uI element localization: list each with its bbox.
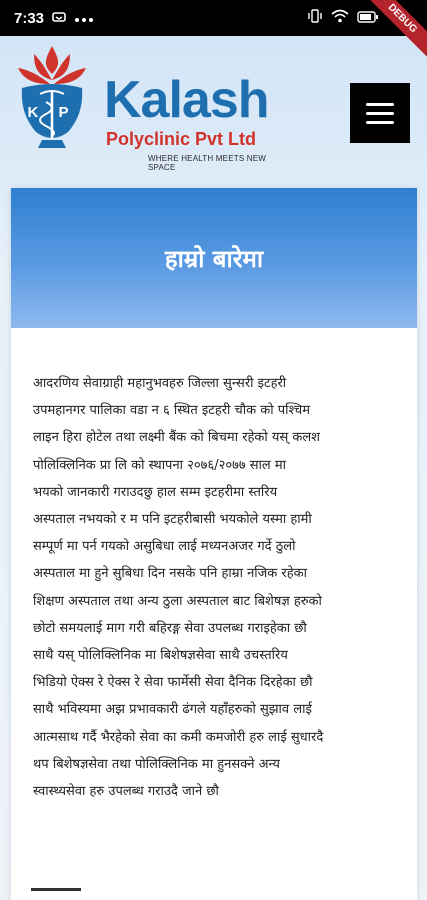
menu-bar-icon <box>366 112 394 115</box>
vibrate-icon <box>307 9 323 27</box>
about-text-line: थप बिशेषज्ञसेवा तथा पोलिक्लिनिक मा हुनसक्ने अन्य <box>33 756 280 772</box>
about-text-line: साथै भविस्यमा अझ प्रभावकारी ढंगले यहाँहरुको सुझाव लाई <box>33 702 312 718</box>
wifi-icon <box>331 9 349 27</box>
about-text-line: भयको जानकारी गराउदछु हाल सम्म इटहरीमा स्तरिय <box>33 484 278 500</box>
menu-bar-icon <box>366 121 394 124</box>
brand-tagline: WHERE HEALTH MEETS NEW SPACE <box>148 154 267 172</box>
about-text-line: स्वास्थ्यसेवा हरु उपलब्ध गराउदै जाने छौ <box>33 784 219 800</box>
about-text-line: भिडियो ऐक्स रे ऐक्स रे सेवा फार्मेसी सेवा दैनिक दिरहेका छौ <box>33 675 313 691</box>
logo-emblem-icon <box>12 44 92 154</box>
about-text-line: सम्पूर्ण मा पर्न गयको असुबिधा लाई मध्यनअजर गर्दे ठुलो <box>33 539 296 555</box>
about-text-line: आदरणिय सेवाग्राही महानुभवहरु जिल्ला सुन्सरी इटहरी <box>33 376 287 391</box>
logo-letters: K P <box>27 104 77 121</box>
about-body <box>11 328 417 805</box>
about-title: हाम्रो बारेमा <box>164 244 264 273</box>
about-text-line: उपमहानगर पालिका वडा न ६ स्थित इटहरी चौक को पश्चिम <box>33 403 311 419</box>
menu-bar-icon <box>366 103 394 106</box>
brand-name: Kalash <box>104 71 269 129</box>
about-text-line: साथै यस् पोलिक्लिनिक मा बिशेषज्ञसेवा साथै उचस्तरिय <box>33 648 288 664</box>
debug-ribbon: DEBUG <box>357 0 427 64</box>
about-card <box>11 188 417 900</box>
about-text-line: आत्मसाथ गर्दै भैरहेको सेवा का कमी कमजोरी हरु लाई सुधारदै <box>33 729 324 745</box>
about-text-line: लाइन हिरा होटेल तथा लक्ष्मी बैंक को बिचमा रहेको यस् कलश <box>33 430 320 446</box>
about-text-line: अस्पताल नभयको र म पनि इटहरीबासी भयकोले यस्मा हामी <box>33 512 312 528</box>
notification-icon <box>52 10 66 27</box>
about-card-header <box>11 188 417 328</box>
logo[interactable] <box>12 44 292 172</box>
next-section-heading-stub <box>31 888 81 891</box>
more-dots-icon <box>74 10 94 27</box>
status-time: 7:33 <box>14 9 45 27</box>
battery-icon <box>357 10 379 27</box>
about-text-line: शिक्षण अस्पताल तथा अन्य ठुला अस्पताल बाट बिशेषज्ञ हरुको <box>33 593 322 609</box>
about-text-line: पोलिक्लिनिक प्रा लि को स्थापना २०७६/२०७७ साल मा <box>33 457 286 473</box>
status-bar <box>0 0 427 36</box>
about-text-line: छोटो समयलाई माग गरी बहिरङ्ग सेवा उपलब्ध गराइहेका छौ <box>33 620 307 636</box>
hamburger-menu-button[interactable] <box>350 83 410 143</box>
brand-subtitle: Polyclinic Pvt Ltd <box>106 129 257 149</box>
site-header <box>0 36 427 188</box>
about-text-line: अस्पताल मा हुने सुबिधा दिन नसके पनि हाम्रा नजिक रहेका <box>33 566 307 582</box>
